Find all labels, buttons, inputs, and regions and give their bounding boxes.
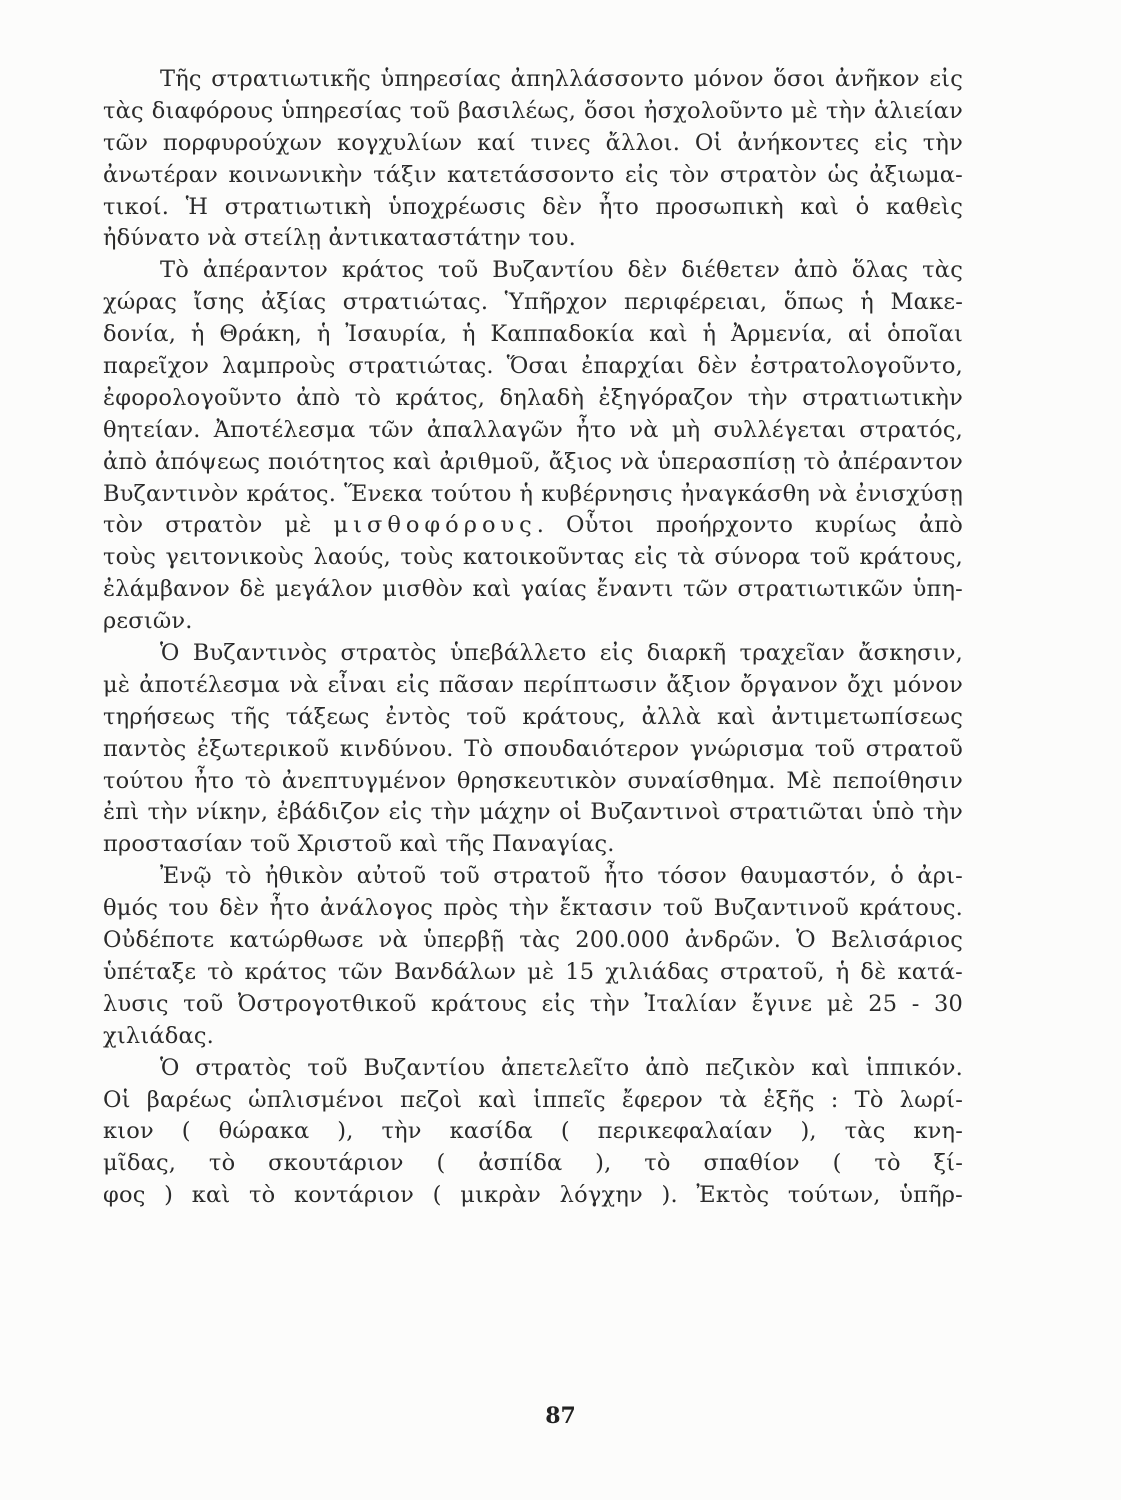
text-line: Τὸ ἀπέραντον κράτος τοῦ Βυζαντίου δὲν διέθετεν ἀπὸ ὅλας τὰς bbox=[160, 257, 963, 284]
text-line bbox=[103, 510, 963, 542]
text-line: Τῆς στρατιωτικῆς ὑπηρεσίας ἀπηλλάσσοντο μόνον ὅσοι ἀνῆκον εἰς bbox=[160, 66, 963, 92]
text-line: τικοί. Ἡ στρατιωτικὴ ὑποχρέωσις δὲν ἦτο προσωπικὴ καὶ ὁ καθεὶς bbox=[103, 193, 963, 220]
text-line: θμός του δὲν ἦτο ἀνάλογος πρὸς τὴν ἔκτασιν τοῦ Βυζαντινοῦ κράτους. bbox=[103, 895, 963, 922]
text-line: θητείαν. Ἀποτέλεσμα τῶν ἀπαλλαγῶν ἦτο νὰ μὴ συλλέγεται στρατός, bbox=[103, 416, 963, 443]
text-line: Ἐνῷ τὸ ἠθικὸν αὐτοῦ τοῦ στρατοῦ ἦτο τόσον θαυμαστόν, ὁ ἀρι- bbox=[160, 863, 963, 890]
text-line: δονία, ἡ Θράκη, ἡ Ἰσαυρία, ἡ Καππαδοκία καὶ ἡ Ἀρμενία, αἱ ὁποῖαι bbox=[103, 321, 963, 348]
text-line: ἐπὶ τὴν νίκην, ἐβάδιζον εἰς τὴν μάχην οἱ Βυζαντινοὶ στρατιῶται ὑπὸ τὴν bbox=[103, 799, 963, 826]
text-line: λυσις τοῦ Ὀστρογοτθικοῦ κράτους εἰς τὴν Ἰταλίαν ἔγινε μὲ 25 - 30 bbox=[103, 990, 963, 1017]
text-line: κιον ( θώρακα ), τὴν κασίδα ( περικεφαλαίαν ), τὰς κνη- bbox=[103, 1118, 963, 1145]
text-line: τοὺς γειτονικοὺς λαούς, τοὺς κατοικοῦντας εἰς τὰ σύνορα τοῦ κράτους, bbox=[103, 544, 963, 571]
text-line: ρεσιῶν. bbox=[103, 608, 193, 635]
text-line: τηρήσεως τῆς τάξεως ἐντὸς τοῦ κράτους, ἀλλὰ καὶ ἀντιμετωπίσεως bbox=[103, 703, 963, 730]
text-line: μὲ ἀποτέλεσμα νὰ εἶναι εἰς πᾶσαν περίπτωσιν ἄξιον ὄργανον ὄχι μόνον bbox=[103, 671, 963, 698]
text-line: τῶν πορφυρούχων κογχυλίων καί τινες ἄλλοι. Οἱ ἀνήκοντες εἰς τὴν bbox=[103, 129, 963, 156]
text-line: ἠδύνατο νὰ στείλῃ ἀντικαταστάτην του. bbox=[103, 225, 576, 252]
spaced-term: μισθοφόρους bbox=[333, 512, 537, 539]
text-line: χώρας ἴσης ἀξίας στρατιώτας. Ὑπῆρχον περιφέρειαι, ὅπως ἡ Μακε- bbox=[103, 289, 963, 316]
text-line: Οἱ βαρέως ὡπλισμένοι πεζοὶ καὶ ἱππεῖς ἔφερον τὰ ἑξῆς : Τὸ λωρί- bbox=[103, 1086, 963, 1113]
text-line: Ὁ Βυζαντινὸς στρατὸς ὑπεβάλλετο εἰς διαρκῆ τραχεῖαν ἄσκησιν, bbox=[160, 640, 963, 667]
text-line: ἀνωτέραν κοινωνικὴν τάξιν κατετάσσοντο εἰς τὸν στρατὸν ὡς ἀξιωμα- bbox=[103, 161, 963, 188]
page-number: 87 bbox=[545, 1403, 576, 1429]
text-line: φος ) καὶ τὸ κοντάριον ( μικρὰν λόγχην ). Ἐκτὸς τούτων, ὑπῆρ- bbox=[103, 1182, 963, 1209]
body-text bbox=[103, 64, 963, 1212]
text-line: Βυζαντινὸν κράτος. Ἕνεκα τούτου ἡ κυβέρνησις ἠναγκάσθη νὰ ἐνισχύσῃ bbox=[103, 480, 963, 507]
text-segment: . Οὗτοι προήρχοντο κυρίως ἀπὸ bbox=[536, 512, 964, 539]
text-line: Οὐδέποτε κατώρθωσε νὰ ὑπερβῇ τὰς 200.000 ἀνδρῶν. Ὁ Βελισάριος bbox=[103, 927, 963, 954]
text-line: ἀπὸ ἀπόψεως ποιότητος καὶ ἀριθμοῦ, ἄξιος νὰ ὑπερασπίσῃ τὸ ἀπέραντον bbox=[103, 448, 963, 475]
text-line: τὰς διαφόρους ὑπηρεσίας τοῦ βασιλέως, ὅσοι ἠσχολοῦντο μὲ τὴν ἁλιείαν bbox=[103, 97, 963, 124]
text-line: ἐφορολογοῦντο ἀπὸ τὸ κράτος, δηλαδὴ ἐξηγόραζον τὴν στρατιωτικὴν bbox=[103, 384, 963, 411]
text-line: παντὸς ἐξωτερικοῦ κινδύνου. Τὸ σπουδαιότερον γνώρισμα τοῦ στρατοῦ bbox=[103, 735, 963, 762]
text-line: μῖδας, τὸ σκουτάριον ( ἀσπίδα ), τὸ σπαθίον ( τὸ ξί- bbox=[103, 1150, 963, 1177]
text-segment: τὸν στρατὸν μὲ bbox=[103, 512, 312, 539]
text-line: ἐλάμβανον δὲ μεγάλον μισθὸν καὶ γαίας ἔναντι τῶν στρατιωτικῶν ὑπη- bbox=[103, 576, 963, 603]
text-line: Ὁ στρατὸς τοῦ Βυζαντίου ἀπετελεῖτο ἀπὸ πεζικὸν καὶ ἱππικόν. bbox=[160, 1054, 963, 1081]
text-line: προστασίαν τοῦ Χριστοῦ καὶ τῆς Παναγίας. bbox=[103, 831, 615, 858]
text-line: ὑπέταξε τὸ κράτος τῶν Βανδάλων μὲ 15 χιλιάδας στρατοῦ, ἡ δὲ κατά- bbox=[103, 958, 963, 985]
text-line: τούτου ἦτο τὸ ἀνεπτυγμένον θρησκευτικὸν συναίσθημα. Μὲ πεποίθησιν bbox=[103, 767, 963, 794]
text-line: χιλιάδας. bbox=[103, 1022, 215, 1049]
text-line: παρεῖχον λαμπροὺς στρατιώτας. Ὅσαι ἐπαρχίαι δὲν ἐστρατολογοῦντο, bbox=[103, 353, 963, 380]
